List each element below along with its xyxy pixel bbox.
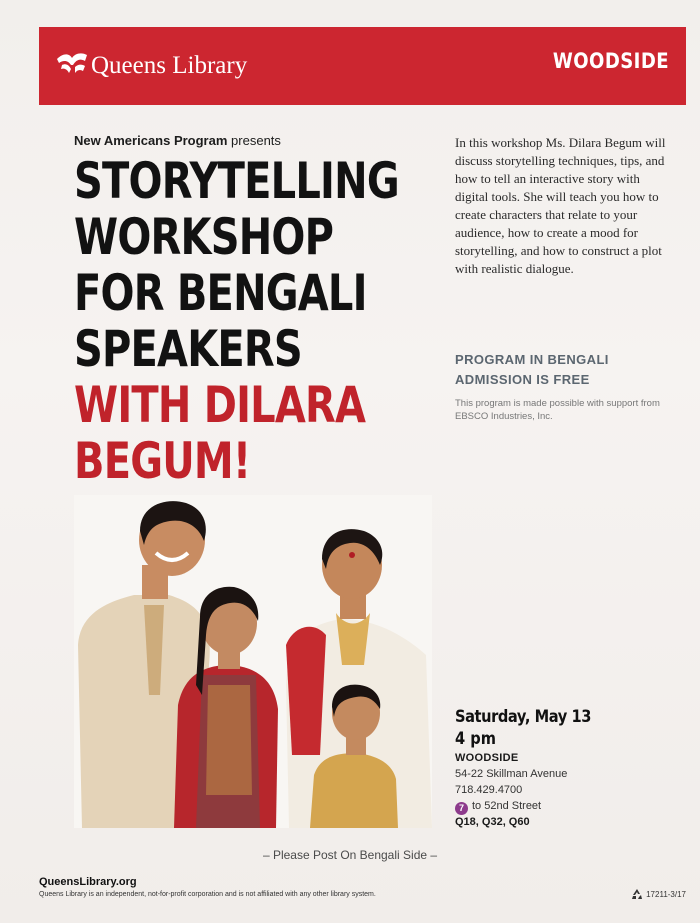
family-illustration: [74, 495, 432, 828]
subway-text: to 52nd Street: [472, 800, 542, 812]
presenter-line: [74, 133, 281, 148]
program-info: [455, 350, 685, 390]
workshop-description: In this workshop Ms. Dilara Begum will discuss storytelling techniques, tips, and how to tell an interactive story with digital tools. She will teach you how to create characters that relate to your audience, how to create a mood for storytelling, and how to construct a plot with realistic dialogue.: [455, 135, 666, 276]
library-logo-text: Queens Library: [91, 52, 248, 79]
post-instruction: – Please Post On Bengali Side –: [262, 848, 438, 862]
website-link[interactable]: QueensLibrary.org: [39, 876, 137, 888]
subway-7-icon: 7: [455, 802, 468, 815]
presents-word: presents: [231, 133, 281, 148]
program-language: PROGRAM IN BENGALI: [455, 352, 609, 367]
bus-routes: Q18, Q32, Q60: [455, 816, 530, 828]
print-code: [631, 888, 686, 900]
program-name: New Americans Program: [74, 133, 228, 148]
headline-line: WORKSHOP: [74, 208, 334, 266]
disclaimer-text: Queens Library is an independent, not-for-profit corporation and is not affiliated with any other library system.: [39, 891, 376, 898]
header-banner: [39, 27, 686, 105]
headline-line: SPEAKERS: [74, 320, 302, 378]
location-name: WOODSIDE: [455, 752, 519, 764]
event-date: Saturday, May 13: [455, 707, 591, 727]
location-address: 54-22 Skillman Avenue: [455, 768, 568, 780]
family-photo: [74, 495, 432, 828]
headline-red-line: WITH DILARA: [74, 376, 366, 434]
location-phone: 718.429.4700: [455, 784, 523, 796]
branch-name: WOODSIDE: [552, 49, 669, 73]
admission-note: ADMISSION IS FREE: [455, 372, 590, 387]
print-code-text: 17211-3/17: [646, 890, 686, 899]
recycle-icon: [631, 888, 643, 900]
book-logo-icon: [55, 49, 89, 79]
sponsor-note: This program is made possible with support from EBSCO Industries, Inc.: [455, 398, 660, 422]
headline-line: STORYTELLING: [74, 152, 399, 210]
headline-line: FOR BENGALI: [74, 264, 367, 322]
subway-directions: [455, 800, 541, 815]
event-time: 4 pm: [455, 729, 496, 749]
headline-red-line: BEGUM!: [74, 432, 251, 490]
